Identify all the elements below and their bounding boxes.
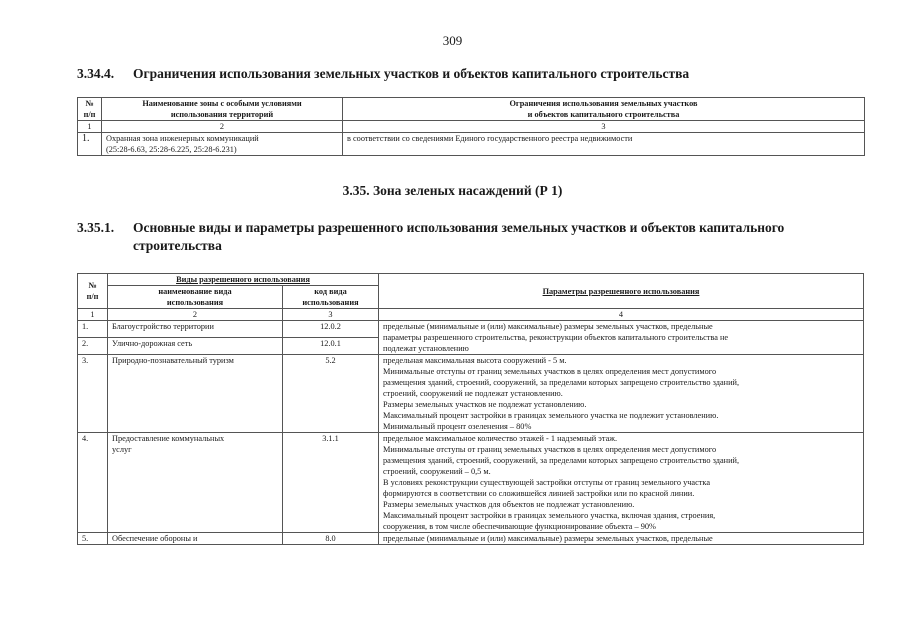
- use-name-cell: Предоставление коммунальных услуг: [108, 433, 283, 533]
- table-header-row: [78, 274, 864, 286]
- restriction-cell: в соответствии со сведениями Единого государственного реестра недвижимости: [343, 133, 865, 156]
- restrictions-table: [77, 97, 865, 156]
- table-row: [78, 355, 864, 433]
- column-number: 2: [108, 309, 283, 321]
- section-title: Ограничения использования земельных участков и объектов капитального строительства: [133, 66, 690, 81]
- use-name-cell: Улично-дорожная сеть: [108, 338, 283, 355]
- section-heading-3-35-1: [77, 219, 867, 255]
- permitted-use-table: [77, 273, 864, 545]
- use-name-cell: Природно-познавательный туризм: [108, 355, 283, 433]
- column-number: 1: [78, 121, 102, 133]
- row-number: 2.: [78, 338, 108, 355]
- header-use-code: код вида использования: [283, 286, 379, 309]
- use-code-cell: 12.0.1: [283, 338, 379, 355]
- row-number: 3.: [78, 355, 108, 433]
- section-number: 3.35.1.: [77, 220, 115, 235]
- zone-name-cell: Охранная зона инженерных коммуникаций (25:28-6.63, 25:28-6.225, 25:28-6.231): [102, 133, 343, 156]
- column-number: 4: [379, 309, 864, 321]
- row-number: 5.: [78, 533, 108, 545]
- header-use-name: наименование вида использования: [108, 286, 283, 309]
- table-header-row: [78, 98, 865, 121]
- params-cell: предельная максимальная высота сооружений - 5 м. Минимальные отступы от границ земельных участков в целях определения мест допустимого размещения зданий, строений, сооружений, за пределами которых запрещено строительство зданий, строений, сооружений не подлежат установлению. Размеры земельных участков не подлежат установлению. Максимальный процент застройки в границах земельного участка не подлежит установлению. Минимальный процент озеленения – 80%: [379, 355, 864, 433]
- table-row: [78, 133, 865, 156]
- params-cell: предельные (минимальные и (или) максимальные) размеры земельных участков, предельные параметры разрешенного строительства, реконструкции объектов капитального строительства не подлежат установлению: [379, 321, 864, 355]
- use-name-cell: Благоустройство территории: [108, 321, 283, 338]
- use-code-cell: 12.0.2: [283, 321, 379, 338]
- column-number: 3: [283, 309, 379, 321]
- use-code-cell: 5.2: [283, 355, 379, 433]
- section-heading-3-34-4: [77, 66, 689, 82]
- row-number: 1.: [78, 133, 102, 156]
- column-number: 2: [102, 121, 343, 133]
- use-code-cell: 3.1.1: [283, 433, 379, 533]
- params-cell: предельные (минимальные и (или) максимальные) размеры земельных участков, предельные: [379, 533, 864, 545]
- use-name-cell: Обеспечение обороны и: [108, 533, 283, 545]
- header-use-types: Виды разрешенного использования: [108, 274, 379, 286]
- table-row: [78, 433, 864, 533]
- row-number: 4.: [78, 433, 108, 533]
- params-cell: предельное максимальное количество этажей - 1 надземный этаж. Минимальные отступы от границ земельных участков в целях определения мест допустимого размещения зданий, строений, сооружений, за пределами которых запрещено строительство зданий, строений, сооружений – 0,5 м. В условиях реконструкции существующей застройки отступы от границ земельного участка формируются в соответствии со сложившейся линией застройки или по красной линии. Размеры земельных участков для объектов не подлежат установлению. Максимальный процент застройки в границах земельного участка, включая здания, строения, сооружения, в том числе обеспечивающие функционирование объекта – 90%: [379, 433, 864, 533]
- header-number: № п/п: [78, 274, 108, 309]
- column-number: 3: [343, 121, 865, 133]
- table-row: [78, 321, 864, 338]
- header-zone-name: Наименование зоны с особыми условиями использования территорий: [102, 98, 343, 121]
- table-row: [78, 533, 864, 545]
- header-number: № п/п: [78, 98, 102, 121]
- section-number: 3.34.4.: [77, 66, 115, 81]
- section-heading-3-35: 3.35. Зона зеленых насаждений (Р 1): [342, 183, 563, 198]
- header-restrictions: Ограничения использования земельных участков и объектов капитального строительства: [343, 98, 865, 121]
- header-params: Параметры разрешенного использования: [379, 274, 864, 309]
- column-number-row: [78, 309, 864, 321]
- row-number: 1.: [78, 321, 108, 338]
- column-number-row: [78, 121, 865, 133]
- page-number: 309: [442, 33, 463, 48]
- section-title: Основные виды и параметры разрешенного использования земельных участков и объектов капитального строительства: [133, 220, 785, 253]
- column-number: 1: [78, 309, 108, 321]
- use-code-cell: 8.0: [283, 533, 379, 545]
